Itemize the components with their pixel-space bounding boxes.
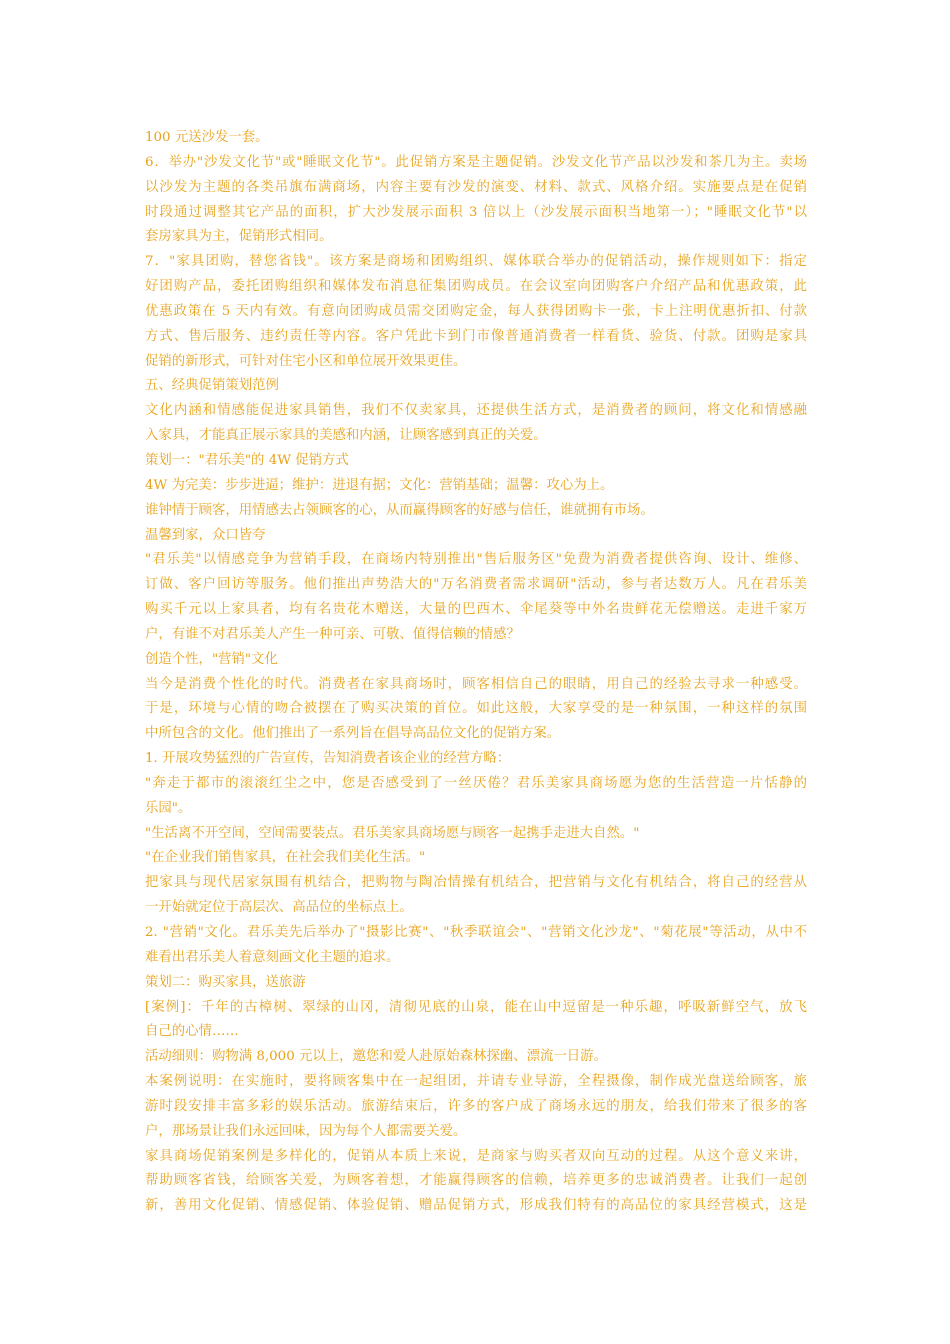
text-line: 于是，环境与心情的吻合被摆在了购买决策的首位。如此这般，大家享受的是一种氛围，一种这样的氛围 bbox=[145, 701, 807, 717]
text-line: [案例]：千年的古樟树、翠绿的山冈，清彻见底的山泉，能在山中逗留是一种乐趣，呼吸新鲜空气，放飞 bbox=[145, 999, 807, 1015]
text-line: "在企业我们销售家具，在社会我们美化生活。" bbox=[145, 850, 426, 866]
text-line: "生活离不开空间，空间需要装点。君乐美家具商场愿与顾客一起携手走进大自然。" bbox=[145, 825, 640, 841]
text-line: 创造个性，"营销"文化 bbox=[145, 651, 278, 667]
text-line: 好团购产品，委托团购组织和媒体发布消息征集团购成员。在会议室向团购客户介绍产品和优惠政策，此 bbox=[145, 279, 807, 295]
text-line: 五、经典促销策划范例 bbox=[145, 378, 279, 394]
text-line: 乐园"。 bbox=[145, 800, 192, 816]
text-line: 新，善用文化促销、情感促销、体验促销、赠品促销方式，形成我们特有的高品位的家具经营模式，这是 bbox=[145, 1198, 807, 1214]
text-line: 游时段安排丰富多彩的娱乐活动。旅游结束后，许多的客户成了商场永远的朋友，给我们带来了很多的客 bbox=[145, 1098, 807, 1114]
text-line: 策划一："君乐美"的 4W 促销方式 bbox=[145, 452, 349, 468]
text-line: 购买千元以上家具者，均有名贵花木赠送，大量的巴西木、伞尾葵等中外名贵鲜花无偿赠送。走进千家万 bbox=[145, 602, 807, 618]
text-line: 订做、客户回访等服务。他们推出声势浩大的"万名消费者需求调研"活动，参与者达数万人。凡在君乐美 bbox=[145, 577, 807, 593]
text-line: 6．举办"沙发文化节"或"睡眠文化节"。此促销方案是主题促销。沙发文化节产品以沙发和茶几为主。卖场 bbox=[145, 154, 807, 170]
text-line: 套房家具为主，促销形式相同。 bbox=[145, 229, 333, 245]
text-line: 入家具，才能真正展示家具的美感和内涵，让顾客感到真正的关爱。 bbox=[145, 428, 547, 444]
text-line: 4W 为完美：步步进逼；维护：进退有据；文化：营销基础；温馨：攻心为上。 bbox=[145, 477, 614, 493]
text-line: 策划二：购买家具，送旅游 bbox=[145, 974, 306, 990]
text-line: 温馨到家，众口皆夸 bbox=[145, 527, 266, 543]
text-line: 促销的新形式，可针对住宅小区和单位展开效果更佳。 bbox=[145, 353, 467, 369]
text-line: 1. 开展攻势猛烈的广告宣传，告知消费者该企业的经营方略： bbox=[145, 751, 511, 767]
text-line: 7．"家具团购，替您省钱"。该方案是商场和团购组织、媒体联合举办的促销活动，操作规则如下：指定 bbox=[145, 254, 807, 270]
text-line: 帮助顾客省钱，给顾客关爱，为顾客着想，才能赢得顾客的信赖，培养更多的忠诚消费者。让我们一起创 bbox=[145, 1173, 807, 1189]
text-line: 本案例说明：在实施时，要将顾客集中在一起组团，并请专业导游，全程摄像，制作成光盘送给顾客，旅 bbox=[145, 1074, 807, 1090]
text-line: 户，那场景让我们永远回味，因为每个人都需要关爱。 bbox=[145, 1123, 467, 1139]
text-line: 活动细则：购物满 8,000 元以上，邀您和爱人赴原始森林探幽、漂流一日游。 bbox=[145, 1049, 607, 1065]
text-line: "君乐美"以情感竞争为营销手段，在商场内特别推出"售后服务区"免费为消费者提供咨询、设计、维修、 bbox=[145, 552, 807, 568]
text-line: 户，有谁不对君乐美人产生一种可亲、可敬、值得信赖的情感？ bbox=[145, 626, 520, 642]
text-line: 家具商场促销案例是多样化的，促销从本质上来说，是商家与购买者双向互动的过程。从这个意义来讲， bbox=[145, 1148, 807, 1164]
text-line: 以沙发为主题的各类吊旗布满商场，内容主要有沙发的演变、材料、款式、风格介绍。实施要点是在促销 bbox=[145, 179, 807, 195]
text-line: 时段通过调整其它产品的面积，扩大沙发展示面积 3 倍以上（沙发展示面积当地第一）；"睡眠文化节"以 bbox=[145, 204, 807, 220]
text-line: 难看出君乐美人着意刻画文化主题的追求。 bbox=[145, 949, 400, 965]
text-line: 文化内涵和情感能促进家具销售，我们不仅卖家具，还提供生活方式，是消费者的顾问，将文化和情感融 bbox=[145, 403, 807, 419]
text-line: 一开始就定位于高层次、高品位的坐标点上。 bbox=[145, 900, 413, 916]
text-line: 当今是消费个性化的时代。消费者在家具商场时，顾客相信自己的眼睛，用自己的经验去寻求一种感受。 bbox=[145, 676, 807, 692]
document-body bbox=[145, 126, 807, 1219]
text-line: 谁钟情于顾客，用情感去占领顾客的心，从而赢得顾客的好感与信任，谁就拥有市场。 bbox=[145, 502, 654, 518]
text-line: 2. "营销"文化。君乐美先后举办了"摄影比赛"、"秋季联谊会"、"营销文化沙龙"、"菊花展"等活动，从中不 bbox=[145, 925, 807, 940]
text-line: 优惠政策在 5 天内有效。有意向团购成员需交团购定金，每人获得团购卡一张，卡上注明优惠折扣、付款 bbox=[145, 303, 807, 319]
text-line: 自己的心情…… bbox=[145, 1024, 239, 1040]
text-line: 中所包含的文化。他们推出了一系列旨在倡导高品位文化的促销方案。 bbox=[145, 726, 561, 742]
text-line: 方式、售后服务、违约责任等内容。客户凭此卡到门市像普通消费者一样看货、验货、付款。团购是家具 bbox=[145, 328, 807, 344]
text-line: "奔走于都市的滚滚红尘之中，您是否感受到了一丝厌倦？君乐美家具商场愿为您的生活营造一片恬静的 bbox=[145, 775, 807, 791]
text-line: 把家具与现代居家氛围有机结合，把购物与陶冶情操有机结合，把营销与文化有机结合，将自己的经营从 bbox=[145, 875, 807, 891]
text-line: 100 元送沙发一套。 bbox=[145, 130, 269, 145]
